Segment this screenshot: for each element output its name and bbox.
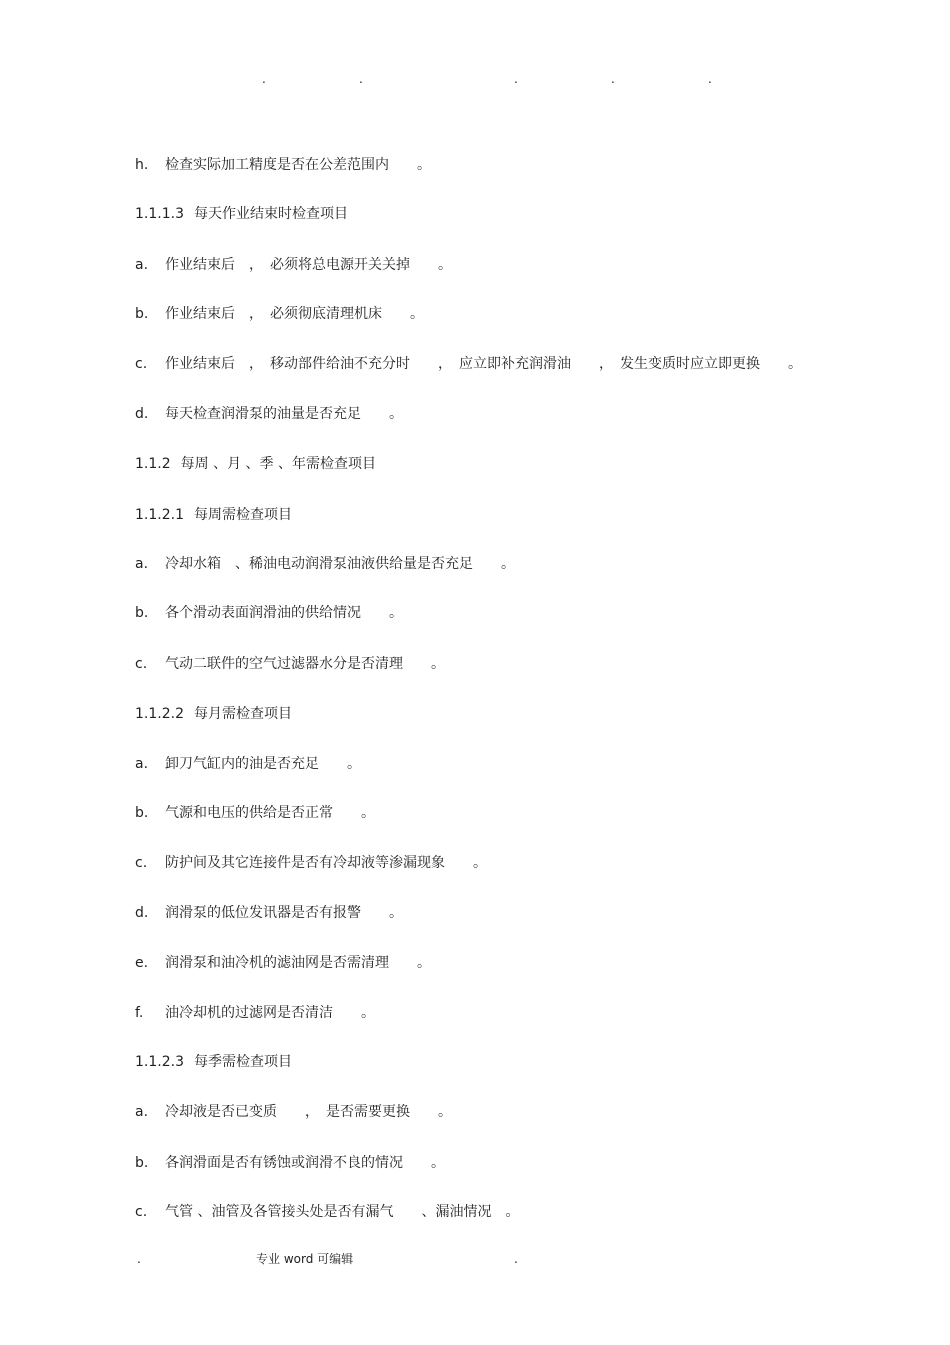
item-text: 气管 、油管及各管接头处是否有漏气 、漏油情况 。 [165, 1204, 520, 1220]
list-item [135, 256, 452, 274]
section-title: 每天作业结束时检查项目 [193, 206, 348, 222]
section-heading [135, 205, 348, 223]
header-dot: . [262, 72, 266, 86]
item-text: 油冷却机的过滤网是否清洁 。 [165, 1005, 375, 1021]
list-item [135, 954, 431, 972]
list-item [135, 604, 403, 622]
item-label: b. [135, 1155, 149, 1171]
item-text: 气源和电压的供给是否正常 。 [165, 805, 375, 821]
item-label: e. [135, 955, 149, 971]
section-number: 1.1.2.2 [135, 706, 184, 722]
list-item [135, 1203, 519, 1221]
item-text: 作业结束后 ， 必须彻底清理机床 。 [165, 306, 424, 322]
item-label: a. [135, 257, 149, 273]
section-number: 1.1.2.3 [135, 1054, 184, 1070]
header-dot: . [514, 72, 518, 86]
list-item [135, 355, 802, 373]
item-label: f. [135, 1005, 144, 1021]
item-text: 检查实际加工精度是否在公差范围内 。 [165, 157, 431, 173]
item-text: 冷却液是否已变质 ， 是否需要更换 。 [165, 1104, 452, 1120]
item-label: c. [135, 855, 148, 871]
section-number: 1.1.1.3 [135, 206, 184, 222]
item-text: 每天检查润滑泵的油量是否充足 。 [165, 406, 403, 422]
list-item [135, 1004, 375, 1022]
item-text: 卸刀气缸内的油是否充足 。 [165, 756, 361, 772]
footer-dot: . [137, 1252, 141, 1266]
item-label: d. [135, 905, 149, 921]
item-text: 冷却水箱 、稀油电动润滑泵油液供给量是否充足 。 [165, 556, 515, 572]
item-text: 各润滑面是否有锈蚀或润滑不良的情况 。 [165, 1155, 445, 1171]
list-item [135, 156, 431, 174]
item-label: b. [135, 805, 149, 821]
item-text: 防护间及其它连接件是否有冷却液等渗漏现象 。 [165, 855, 487, 871]
item-label: b. [135, 605, 149, 621]
list-item [135, 904, 403, 922]
list-item [135, 655, 445, 673]
section-title: 每季需检查项目 [193, 1054, 292, 1070]
list-item [135, 804, 375, 822]
section-title: 每周 、月 、季 、年需检查项目 [180, 456, 376, 472]
section-number: 1.1.2 [135, 456, 171, 472]
list-item [135, 1154, 445, 1172]
item-label: a. [135, 1104, 149, 1120]
item-label: c. [135, 356, 148, 372]
list-item [135, 405, 403, 423]
section-number: 1.1.2.1 [135, 507, 184, 523]
section-heading [135, 1053, 292, 1071]
item-text: 润滑泵和油冷机的滤油网是否需清理 。 [165, 955, 431, 971]
header-dot: . [708, 72, 712, 86]
section-heading [135, 705, 292, 723]
section-heading [135, 506, 292, 524]
header-dot: . [611, 72, 615, 86]
item-label: a. [135, 556, 149, 572]
footer-text: 专业 word 可编辑 [256, 1252, 354, 1266]
list-item [135, 305, 424, 323]
item-text: 润滑泵的低位发讯器是否有报警 。 [165, 905, 403, 921]
item-label: b. [135, 306, 149, 322]
item-text: 气动二联件的空气过滤器水分是否清理 。 [165, 656, 445, 672]
item-label: a. [135, 756, 149, 772]
list-item [135, 755, 361, 773]
section-title: 每周需检查项目 [193, 507, 292, 523]
item-text: 各个滑动表面润滑油的供给情况 。 [165, 605, 403, 621]
item-text: 作业结束后 ， 必须将总电源开关关掉 。 [165, 257, 452, 273]
list-item [135, 854, 487, 872]
item-label: c. [135, 1204, 148, 1220]
list-item [135, 555, 515, 573]
footer-dot: . [514, 1252, 518, 1266]
item-text: 作业结束后 ， 移动部件给油不充分时 ， 应立即补充润滑油 ， 发生变质时应立即更换 。 [165, 356, 802, 372]
header-dot: . [359, 72, 363, 86]
section-heading [135, 455, 376, 473]
section-title: 每月需检查项目 [193, 706, 292, 722]
list-item [135, 1103, 452, 1121]
item-label: h. [135, 157, 149, 173]
item-label: d. [135, 406, 149, 422]
item-label: c. [135, 656, 148, 672]
